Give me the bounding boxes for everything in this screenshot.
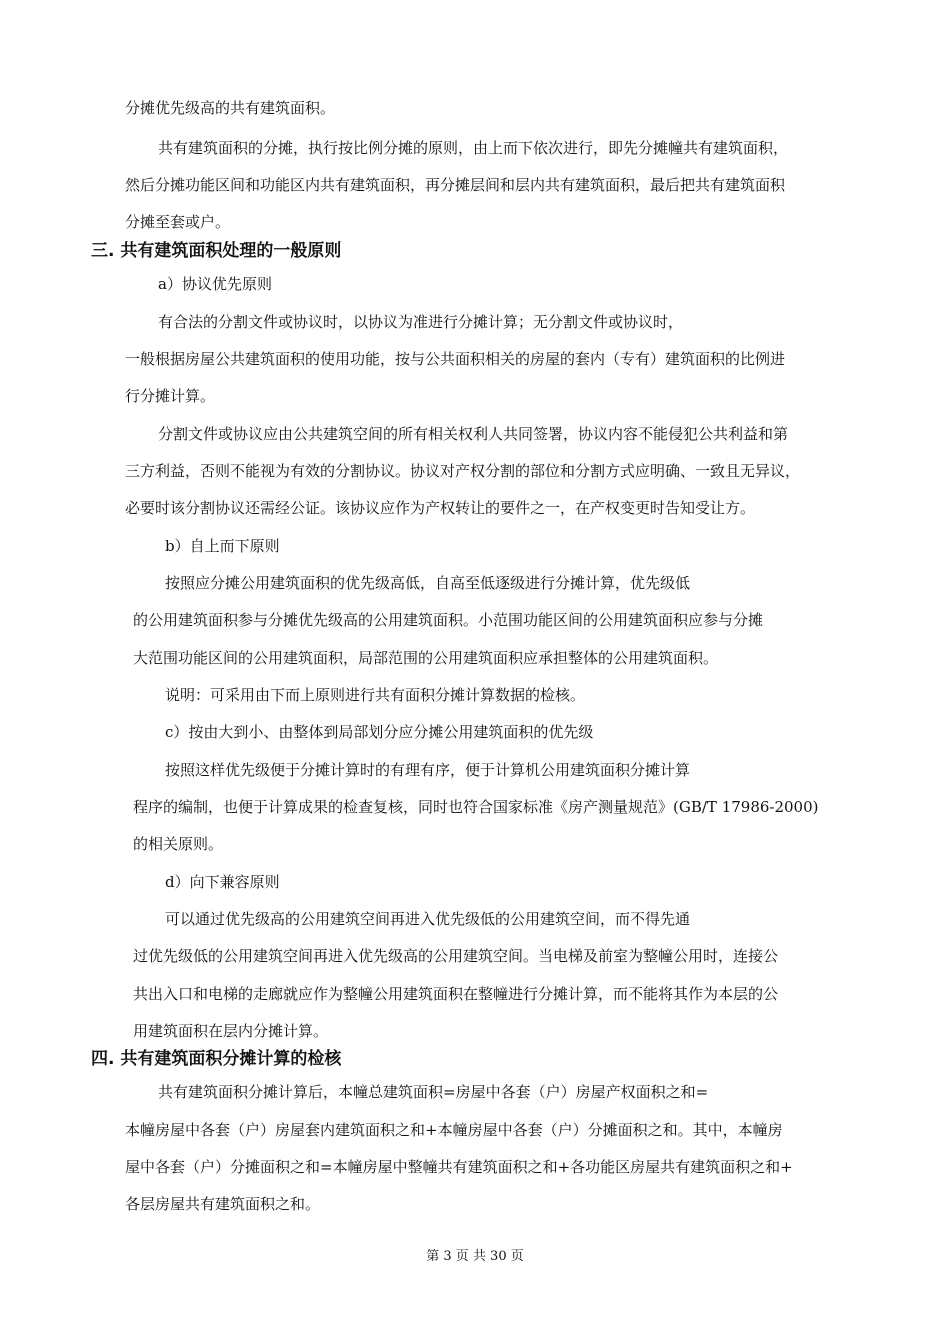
subsection-title-a: a）协议优先原则: [158, 275, 272, 293]
paragraph-line: 大范围功能区间的公用建筑面积，局部范围的公用建筑面积应承担整体的公用建筑面积。: [133, 649, 719, 667]
paragraph-line: 各层房屋共有建筑面积之和。: [125, 1195, 321, 1213]
paragraph-line: 必要时该分割协议还需经公证。该协议应作为产权转让的要件之一，在产权变更时告知受让方。: [125, 499, 756, 517]
paragraph-line: 按照这样优先级便于分摊计算时的有理有序，便于计算机公用建筑面积分摊计算: [165, 761, 691, 779]
paragraph-line: 分摊优先级高的共有建筑面积。: [125, 99, 336, 117]
paragraph-line: 屋中各套（户）分摊面积之和=本幢房屋中整幢共有建筑面积之和+各功能区房屋共有建筑面积之和+: [125, 1158, 793, 1176]
paragraph-line: 共有建筑面积的分摊，执行按比例分摊的原则，由上而下依次进行，即先分摊幢共有建筑面积，: [158, 139, 789, 157]
paragraph-line: 然后分摊功能区间和功能区内共有建筑面积，再分摊层间和层内共有建筑面积，最后把共有建筑面积: [125, 176, 786, 194]
paragraph-line: 过优先级低的公用建筑空间再进入优先级高的公用建筑空间。当电梯及前室为整幢公用时，连接公: [133, 947, 779, 965]
page-number-footer: 第 3 页 共 30 页: [426, 1249, 524, 1264]
paragraph-line: 共有建筑面积分摊计算后，本幢总建筑面积=房屋中各套（户）房屋产权面积之和=: [158, 1083, 709, 1101]
paragraph-line: 分割文件或协议应由公共建筑空间的所有相关权利人共同签署，协议内容不能侵犯公共利益和第: [158, 425, 789, 443]
paragraph-line: 可以通过优先级高的公用建筑空间再进入优先级低的公用建筑空间，而不得先通: [165, 910, 691, 928]
section-heading-3: 三. 共有建筑面积处理的一般原则: [91, 241, 342, 261]
paragraph-line: 按照应分摊公用建筑面积的优先级高低，自高至低逐级进行分摊计算，优先级低: [165, 574, 691, 592]
paragraph-line: 的相关原则。: [133, 835, 224, 853]
paragraph-line: 用建筑面积在层内分摊计算。: [133, 1022, 329, 1040]
paragraph-line: 本幢房屋中各套（户）房屋套内建筑面积之和+本幢房屋中各套（户）分摊面积之和。其中，本幢房: [125, 1121, 783, 1139]
subsection-title-b: b）自上而下原则: [165, 537, 280, 555]
section-heading-4: 四. 共有建筑面积分摊计算的检核: [91, 1049, 342, 1069]
subsection-title-c: c）按由大到小、由整体到局部划分应分摊公用建筑面积的优先级: [165, 723, 594, 741]
paragraph-line: 的公用建筑面积参与分摊优先级高的公用建筑面积。小范围功能区间的公用建筑面积应参与分摊: [133, 611, 764, 629]
paragraph-line: 三方利益，否则不能视为有效的分割协议。协议对产权分割的部位和分割方式应明确、一致且无异议，: [125, 462, 801, 480]
paragraph-line: 一般根据房屋公共建筑面积的使用功能，按与公共面积相关的房屋的套内（专有）建筑面积的比例进: [125, 350, 786, 368]
paragraph-line: 行分摊计算。: [125, 387, 216, 405]
paragraph-line: 有合法的分割文件或协议时，以协议为准进行分摊计算；无分割文件或协议时，: [158, 313, 684, 331]
paragraph-line: 共出入口和电梯的走廊就应作为整幢公用建筑面积在整幢进行分摊计算，而不能将其作为本层的公: [133, 985, 779, 1003]
note-line: 说明：可采用由下而上原则进行共有面积分摊计算数据的检核。: [165, 686, 586, 704]
subsection-title-d: d）向下兼容原则: [165, 873, 280, 891]
paragraph-line: 分摊至套或户。: [125, 213, 231, 231]
paragraph-line: 程序的编制，也便于计算成果的检查复核，同时也符合国家标准《房产测量规范》(GB/T 17986-2000): [133, 798, 819, 816]
